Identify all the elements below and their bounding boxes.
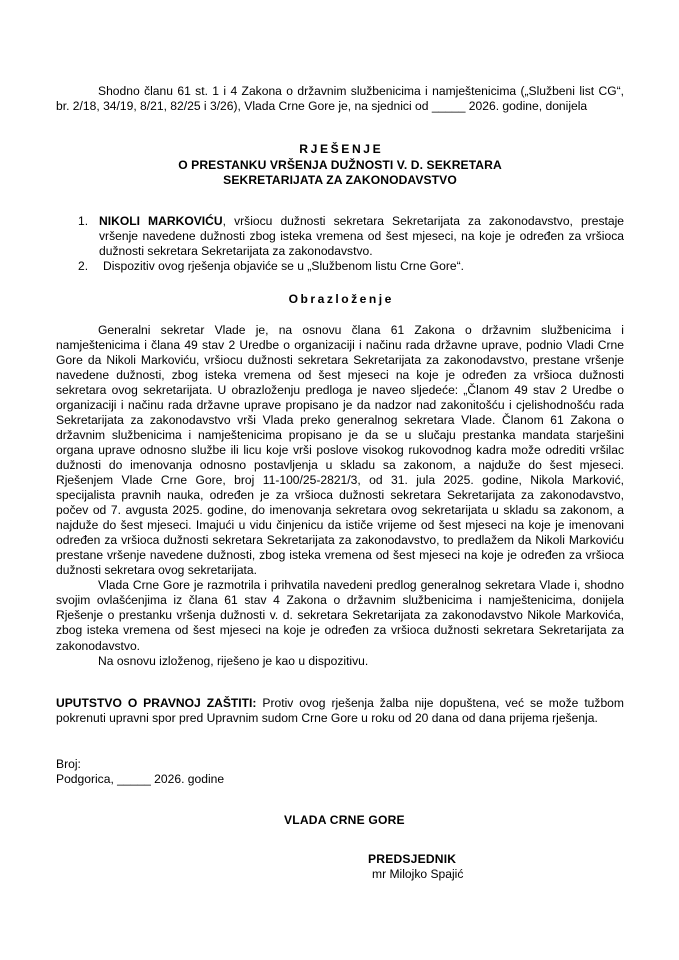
government-name: VLADA CRNE GORE	[284, 812, 405, 827]
list-item-lead: NIKOLI MARKOVIĆU	[99, 214, 223, 229]
signature-block	[56, 852, 624, 883]
title-main: RJEŠENJE	[299, 142, 384, 157]
footer-meta	[56, 757, 624, 787]
reasoning-section	[56, 323, 624, 669]
list-item	[56, 214, 624, 259]
document-number-label: Broj:	[56, 756, 81, 771]
title-line-2: O PRESTANKU VRŠENJA DUŽNOSTI V. D. SEKRETARA	[178, 157, 502, 172]
document-body	[56, 84, 624, 883]
document-title-block	[56, 142, 624, 188]
place-and-date: Podgorica, _____ 2026. godine	[56, 771, 225, 786]
legal-notice-paragraph	[56, 696, 624, 726]
reasoning-paragraph: Generalni sekretar Vlade je, na osnovu člana 61 Zakona o državnim službenicima i namještenicima i člana 49 stav 2 Uredbe o organizaciji i načinu rada državne uprave, podnio Vladi Crne Gore da Nikoli Markoviću, vršiocu dužnosti sekretara Sekretarijata za zakonodavstvo, prestane vršenje navedene dužnosti, zbog isteka vremena od šest mjeseci na koje je određen za vršioca dužnosti sekretara ovog sekretarijata. U obrazloženju predloga je naveo sljedeće: „Članom 49 stav 2 Uredbe o organizaciji i načinu rada državne uprave propisano je da nadzor nad zakonitošću i cjelishodnošću rada Sekretarijata za zakonodavstvo vrši Vlada preko generalnog sekretara Vlade. Članom 61 Zakona o državnim službenicima i namještenicima propisano je da se u slučaju prestanka mandata starješini organa uprave odnosno službe ili licu koje vrši poslove visokog rukovodnog kadra može odrediti vršilac dužnosti do imenovanja odnosno postavljenja u skladu sa zakonom, a najduže do šest mjeseci. Rješenjem Vlade Crne Gore, broj 11-100/25-2821/3, od 31. jula 2025. godine, Nikola Marković, specijalista pravnih nauka, određen je za vršioca dužnosti sekretara Sekretarijata za zakonodavstvo, počev od 7. avgusta 2025. godine, do imenovanja sekretara ovog sekretarijata u skladu sa zakonom, a najduže do šest mjeseci. Imajući u vidu činjenicu da ističe vrijeme od šest mjeseci na koje je imenovani određen za vršioca dužnosti sekretara Sekretarijata za zakonodavstvo, to predlažem da Nikoli Markoviću prestane vršenje navedene dužnosti, zbog isteka vremena od šest mjeseci na koje je određen za vršioca dužnosti sekretara ovog sekretarijata.	[56, 322, 624, 578]
legal-notice-text: Protiv ovog rješenja žalba nije dopuštena, već se može tužbom pokrenuti upravni spor pred Upravnim sudom Crne Gore u roku od 20 dana od dana prijema rješenja.	[56, 695, 624, 725]
dispositive-list	[56, 214, 624, 274]
signature-name: mr Milojko Spajić	[372, 867, 464, 882]
signature-title: PREDSJEDNIK	[368, 851, 457, 866]
list-item-text: , vršiocu dužnosti sekretara Sekretarijata za zakonodavstvo, prestaje vršenje navedene dužnosti zbog isteka vremena od šest mjeseci, na koje je određen za vršioca dužnosti sekretara Sekretarijata za zakonodavstvo.	[99, 214, 625, 259]
reasoning-heading: Obrazloženje	[288, 291, 394, 306]
legal-notice-label: UPUTSTVO O PRAVNOJ ZAŠTITI:	[56, 695, 257, 710]
list-item	[56, 259, 624, 274]
title-line-3: SEKRETARIJATA ZA ZAKONODAVSTVO	[223, 172, 457, 187]
reasoning-paragraph: Vlada Crne Gore je razmotrila i prihvatila navedeni predlog generalnog sekretara Vlade i, shodno svojim ovlašćenjima iz člana 61 stav 4 Zakona o državnim službenicima i namještenicima, donijela Rješenje o prestanku vršenja dužnosti v. d. sekretara Sekretarijata za zakonodavstvo Nikole Markovića, zbog isteka vremena od šest mjeseci na koje je određen za vršioca dužnosti sekretara Sekretarijata za zakonodavstvo.	[56, 578, 624, 653]
list-item-number: 1.	[78, 214, 89, 229]
preamble-paragraph: Shodno članu 61 st. 1 i 4 Zakona o državnim službenicima i namještenicima („Službeni list CG“, br. 2/18, 34/19, 8/21, 82/25 i 3/26), Vlada Crne Gore je, na sjednici od _____ 2026. godine, donijela	[56, 84, 624, 114]
list-item-text: Dispozitiv ovog rješenja objaviće se u „Službenom listu Crne Gore“.	[103, 259, 464, 274]
reasoning-conclusion: Na osnovu izloženog, riješeno je kao u dispozitivu.	[98, 653, 369, 668]
list-item-number: 2.	[78, 259, 89, 274]
